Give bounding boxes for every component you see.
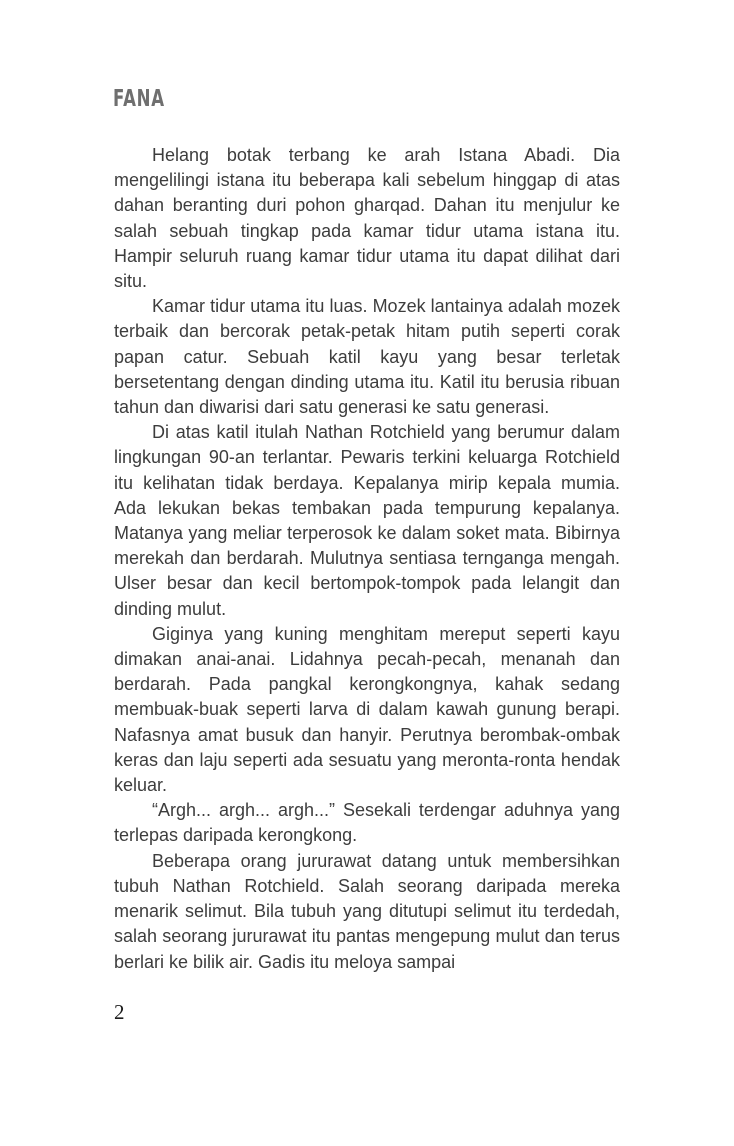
paragraph: Beberapa orang jururawat datang untuk membersihkan tubuh Nathan Rotchield. Salah seorang daripada mereka menarik selimut. Bila tubuh yang ditutupi selimut itu terdedah, salah seorang jururawat itu pantas mengepung mulut dan terus berlari ke bilik air. Gadis itu meloya sampai bbox=[114, 850, 620, 972]
paragraph: Di atas katil itulah Nathan Rotchield yang berumur dalam lingkungan 90-an terlantar. Pewaris terkini keluarga Rotchield itu kelihatan tidak berdaya. Kepalanya mirip kepala mumia. Ada lekukan bekas tembakan pada tempurung kepalanya. Matanya yang meliar terperosok ke dalam soket mata. Bibirnya merekah dan berdarah. Mulutnya sentiasa ternganga mengah. Ulser besar dan kecil bertompok-tompok pada lelangit dan dinding mulut. bbox=[114, 422, 620, 619]
page-number: 2 bbox=[114, 1000, 125, 1024]
paragraph: Kamar tidur utama itu luas. Mozek lantainya adalah mozek terbaik dan bercorak petak-petak hitam putih seperti corak papan catur. Sebuah katil kayu yang besar terletak bersetentang dengan dinding utama itu. Katil itu berusia ribuan tahun dan diwarisi dari satu generasi ke satu generasi. bbox=[114, 296, 620, 418]
paragraph: “Argh... argh... argh...” Sesekali terdengar aduhnya yang terlepas daripada kerongkong. bbox=[114, 800, 620, 846]
book-title-logo: FANA bbox=[113, 86, 165, 112]
body-text bbox=[114, 143, 620, 975]
paragraph: Helang botak terbang ke arah Istana Abadi. Dia mengelilingi istana itu beberapa kali sebelum hinggap di atas dahan beranting duri pohon gharqad. Dahan itu menjulur ke salah sebuah tingkap pada kamar tidur utama istana itu. Hampir seluruh ruang kamar tidur utama itu dapat dilihat dari situ. bbox=[114, 145, 620, 292]
paragraph: Giginya yang kuning menghitam mereput seperti kayu dimakan anai-anai. Lidahnya pecah-pecah, menanah dan berdarah. Pada pangkal kerongkongnya, kahak sedang membuak-buak seperti larva di dalam kawah gunung berapi. Nafasnya amat busuk dan hanyir. Perutnya berombak-ombak keras dan laju seperti ada sesuatu yang meronta-ronta hendak keluar. bbox=[114, 623, 620, 796]
